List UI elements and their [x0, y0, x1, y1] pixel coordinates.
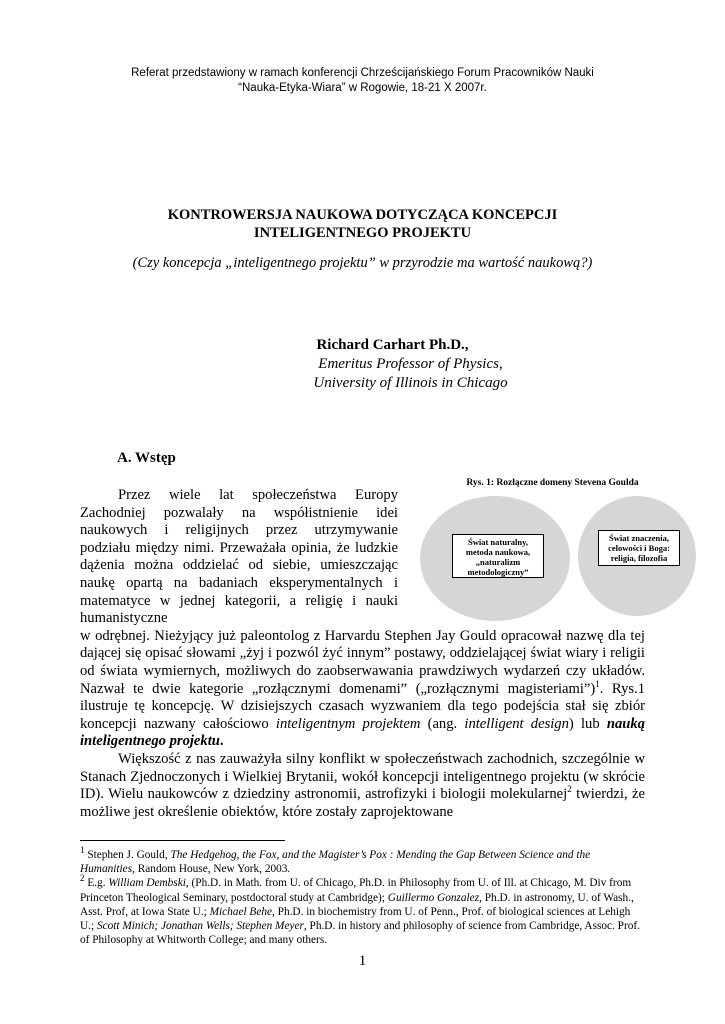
header-line-2: “Nauka-Etyka-Wiara” w Rogowie, 18-21 X 2007r.: [238, 82, 487, 94]
footnote-number: 1: [80, 845, 85, 856]
footnote-2: [80, 873, 645, 947]
text-run: Guillermo Gonzalez: [387, 891, 480, 904]
section-heading: A. Wstęp: [117, 450, 176, 466]
meaning-world-line: Świat znaczenia,: [609, 533, 669, 543]
document-subtitle: (Czy koncepcja „inteligentnego projektu” w przyrodzie ma wartość naukową?): [132, 255, 593, 271]
text-run: Scott Minich; Jonathan Wells; Stephen Meyer: [96, 920, 304, 933]
text-run: , Random House, New York, 2003.: [132, 863, 291, 876]
body-text: [80, 487, 645, 821]
text-run: nauką inteligentnego projektu: [80, 715, 645, 750]
author-institution: University of Illinois in Chicago: [313, 375, 508, 391]
title-line-1: KONTROWERSJA NAUKOWA DOTYCZĄCA KONCEPCJI: [167, 207, 558, 223]
author-position: Emeritus Professor of Physics,: [318, 356, 503, 372]
text-run: twierdzi, że możliwe jest określenie obiektów, które zostały zaprojektowane: [80, 786, 645, 820]
text-run: intelligent design: [464, 715, 569, 732]
text-run: William Dembski: [108, 877, 186, 890]
text-run: w odrębnej. Nieżyjący już paleontolog z Harvardu Stephen Jay Gould opracował nazwę dla tej dającej się opisać słowami „żyj i pozwól żyć innym” postawy, oddzielającej świat wiary i religii od świata wymiernych, możliwych do zaobserwawania prawdziwych wydarzeń czy układów. Nazwał te dwie kategorie „rozłącznymi domenami” („rozłącznymi magisteriami”): [80, 627, 645, 697]
text-run: inteligentnym projektem: [275, 715, 421, 732]
figure-caption: Rys. 1: Rozłączne domeny Stevena Goulda: [466, 478, 639, 488]
text-run: Większość z nas zauważyła silny konflikt w społeczeństwach zachodnich, szczególnie w Stanach Zjednoczonych i Wielkiej Brytanii, wokół koncepcji inteligentnego projektu (w skrócie ID). Wielu naukowców z dziedziny astronomii, astrofizyki i biologii molekularnej: [80, 750, 645, 803]
meaning-world-line: celowości i Boga:: [608, 543, 670, 553]
footnote-number: 2: [80, 873, 85, 884]
text-run: (ang.: [420, 715, 465, 732]
text-run: , (Ph.D. in Math. from U. of Chicago, Ph.D. in Philosophy from U. of Ill. at Chicago, M. Div from Princeton Theological Seminary, postdoctoral study at Cambridge);: [80, 877, 632, 904]
text-run: , Ph.D. in history and philosophy of science from Cambridge, Assoc. Prof. of Philosophy at Whitworth College; and many others.: [80, 920, 640, 947]
footnote-ref-1[interactable]: 1: [595, 678, 600, 689]
paragraph-1-continued: [80, 628, 645, 751]
text-run: E.g.: [84, 877, 109, 890]
meaning-world-line: religia, filozofia: [610, 553, 668, 563]
page-header: [0, 66, 725, 96]
footnote-1: [80, 845, 645, 876]
text-run: . Rys.1 ilustruje tę koncepcję. W dzisiejszych czasach wyzwaniem dla tego podejścia stał się zbiór koncepcji nazwany całościowo: [80, 680, 645, 732]
text-run: Stephen J. Gould,: [84, 849, 171, 861]
paragraph-2: [80, 751, 645, 821]
title-line-2: INTELIGENTNEGO PROJEKTU: [253, 225, 472, 241]
text-run: ) lub: [568, 715, 607, 732]
author-block: [0, 336, 725, 393]
natural-world-line: metodologiczny”: [467, 567, 529, 577]
natural-world-line: metoda naukowa,: [465, 547, 531, 557]
text-run: , Ph.D. in astronomy, U. of Wash., Asst. Prof, at Iowa State U.;: [80, 891, 634, 918]
document-title: [0, 206, 725, 242]
footnote-separator: [80, 840, 285, 841]
natural-world-line: „naturalizm: [475, 557, 521, 567]
natural-world-line: Świat naturalny,: [468, 537, 528, 547]
paragraph-1-wrapped: Przez wiele lat społeczeństwa Europy Zachodniej pozwalały na współistnienie idei naukowych i religijnych przez utrzymywanie podziału między nimi. Przeważała opinia, że ludzkie dążenia można oddzielać od siebie, umieszczając naukę opartą na badaniach eksperymentalnych i matematyce w jednej kategorii, a religię i nauki humanistyczne: [80, 487, 398, 627]
author-name: Richard Carhart Ph.D.,: [316, 337, 469, 353]
text-run: .: [219, 733, 224, 750]
page-number: 1: [358, 953, 367, 969]
footnotes: [80, 845, 645, 947]
footnote-ref-2[interactable]: 2: [567, 784, 572, 795]
text-run: Michael Behe: [209, 905, 273, 918]
text-run: The Hedgehog, the Fox, and the Magister’s Pox : Mending the Gap Between Science and the Humanities: [80, 849, 591, 876]
header-line-1: Referat przedstawiony w ramach konferencji Chrześcijańskiego Forum Pracowników Nauki: [131, 67, 594, 79]
text-run: , Ph.D. in biochemistry from U. of Penn., Prof. of biological sciences at Lehigh U.;: [80, 905, 631, 933]
